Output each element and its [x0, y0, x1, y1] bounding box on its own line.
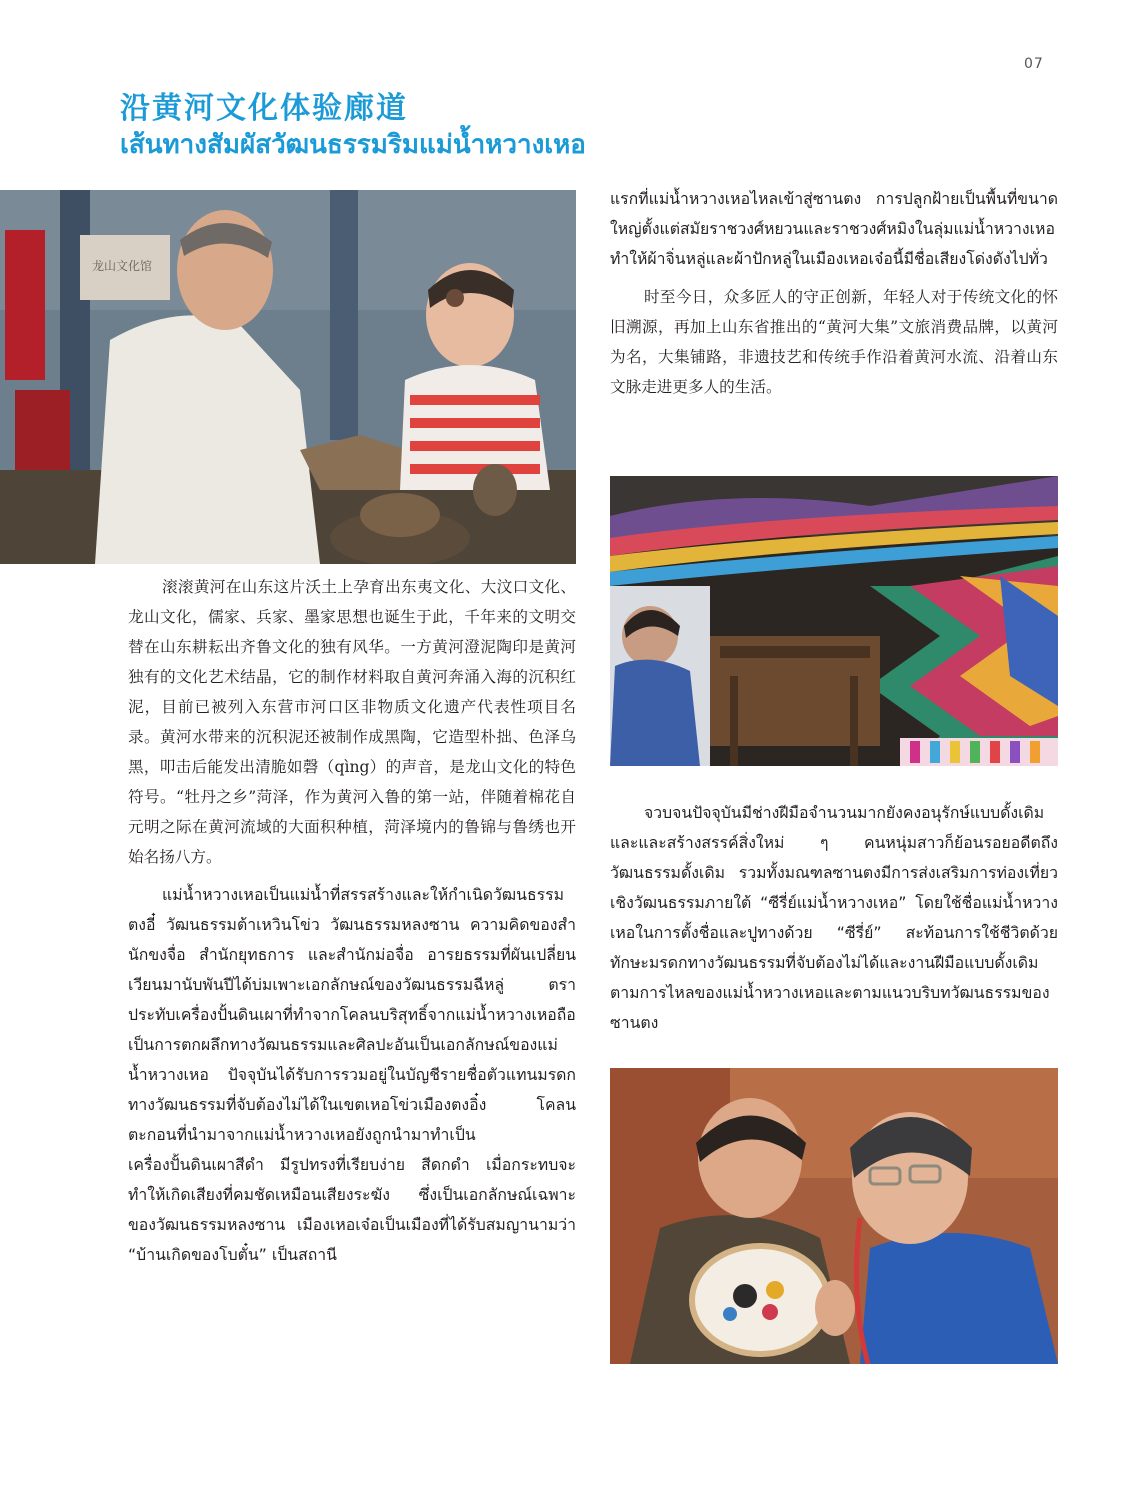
left-chinese-paragraph: 滚滚黄河在山东这片沃土上孕育出东夷文化、大汶口文化、龙山文化，儒家、兵家、墨家思想也诞生于此，千年来的文明交替在山东耕耘出齐鲁文化的独有风华。一方黄河澄泥陶印是黄河独有的文化艺术结晶，它的制作材料取自黄河奔涌入海的沉积红泥，目前已被列入东营市河口区非物质文化遗产代表性项目名录。黄河水带来的沉积泥还被制作成黑陶，它造型朴拙、色泽乌黑，叩击后能发出清脆如磬（qìng）的声音，是龙山文化的特色符号。“牡丹之乡”菏泽，作为黄河入鲁的第一站，伴随着棉花自元明之际在黄河流域的大面积种植，菏泽境内的鲁锦与鲁绣也开始名扬八方。	[128, 578, 576, 866]
page-number: 07	[1024, 56, 1044, 72]
photo-embroidery-women	[610, 1068, 1058, 1364]
left-column-text	[128, 572, 576, 1270]
left-thai-paragraph: แม่น้ำหวางเหอเป็นแม่น้ำที่สรรสร้างและให้กำเนิดวัฒนธรรมตงอี๋ วัฒนธรรมต้าเหวินโข่ว วัฒนธรรมหลงซาน ความคิดของสำนักขงจื่อ สำนักยุทธการ และสำนักม่อจื่อ อารยธรรมที่ผันเปลี่ยนเวียนมานับพันปีได้บ่มเพาะเอกลักษณ์ของวัฒนธรรมฉีหลู่ ตราประทับเครื่องปั้นดินเผาที่ทำจากโคลนบริสุทธิ์จากแม่น้ำหวางเหอถือเป็นการตกผลึกทางวัฒนธรรมและศิลปะอันเป็นเอกลักษณ์ของแม่น้ำหวางเหอ ปัจจุบันได้รับการรวมอยู่ในบัญชีรายชื่อตัวแทนมรดกทางวัฒนธรรมที่จับต้องไม่ได้ในเขตเหอโข่วเมืองตงอิ๋ง โคลนตะกอนที่นำมาจากแม่น้ำหวางเหอยังถูกนำมาทำเป็นเครื่องปั้นดินเผาสีดำ มีรูปทรงที่เรียบง่าย สีดกดำ เมื่อกระทบจะทำให้เกิดเสียงที่คมชัดเหมือนเสียงระฆัง ซึ่งเป็นเอกลักษณ์เฉพาะของวัฒนธรรมหลงซาน เมืองเหอเจ๋อเป็นเมืองที่ได้รับสมญานามว่า “บ้านเกิดของโบตั๋น” เป็นสถานี	[128, 885, 576, 1264]
right-column-text-bottom	[610, 798, 1058, 1038]
right-thai-paragraph: จวบจนปัจจุบันมีช่างฝีมือจำนวนมากยังคงอนุรักษ์แบบดั้งเดิมและและสร้างสรรค์สิ่งใหม่ ๆ คนหนุ่มสาวก็ย้อนรอยอดีตถึงวัฒนธรรมดั้งเดิม รวมทั้งมณฑลซานตงมีการส่งเสริมการท่องเที่ยวเชิงวัฒนธรรมภายใต้ “ซีรี่ย์แม่น้ำหวางเหอ” โดยใช้ชื่อแม่น้ำหวางเหอในการตั้งชื่อและปูทางด้วย “ซีรี่ย์” สะท้อนการใช้ชีวิตด้วยทักษะมรดกทางวัฒนธรรมที่จับต้องไม่ได้และงานฝีมือแบบดั้งเดิม ตามการไหลของแม่น้ำหวางเหอและตามแนวบริบทวัฒนธรรมของซานตง	[610, 803, 1058, 1032]
photo-weaving-loom	[610, 476, 1058, 766]
title-thai: เส้นทางสัมผัสวัฒนธรรมริมแม่น้ำหวางเหอ	[120, 130, 586, 160]
right-column-text-top	[610, 184, 1058, 402]
right-chinese-paragraph: 时至今日，众多匠人的守正创新，年轻人对于传统文化的怀旧溯源，再加上山东省推出的“黄河大集”文旅消费品牌，以黄河为名，大集铺路，非遗技艺和传统手作沿着黄河水流、沿着山东文脉走进更多人的生活。	[610, 288, 1058, 396]
right-thai-continuation: แรกที่แม่น้ำหวางเหอไหลเข้าสู่ซานตง การปลูกฝ้ายเป็นพื้นที่ขนาดใหญ่ตั้งแต่สมัยราชวงศ์หยวนและราชวงศ์หมิงในลุ่มแม่น้ำหวางเหอ ทำให้ผ้าจิ่นหลู่และผ้าปักหลู่ในเมืองเหอเจ๋อนี้มีชื่อเสียงโด่งดังไปทั่ว	[610, 189, 1058, 268]
article-title	[120, 90, 820, 162]
title-chinese: 沿黄河文化体验廊道	[120, 91, 408, 126]
photo-wall-sign: 龙山文化馆	[92, 259, 153, 273]
photo-pottery-master-child	[0, 190, 576, 564]
